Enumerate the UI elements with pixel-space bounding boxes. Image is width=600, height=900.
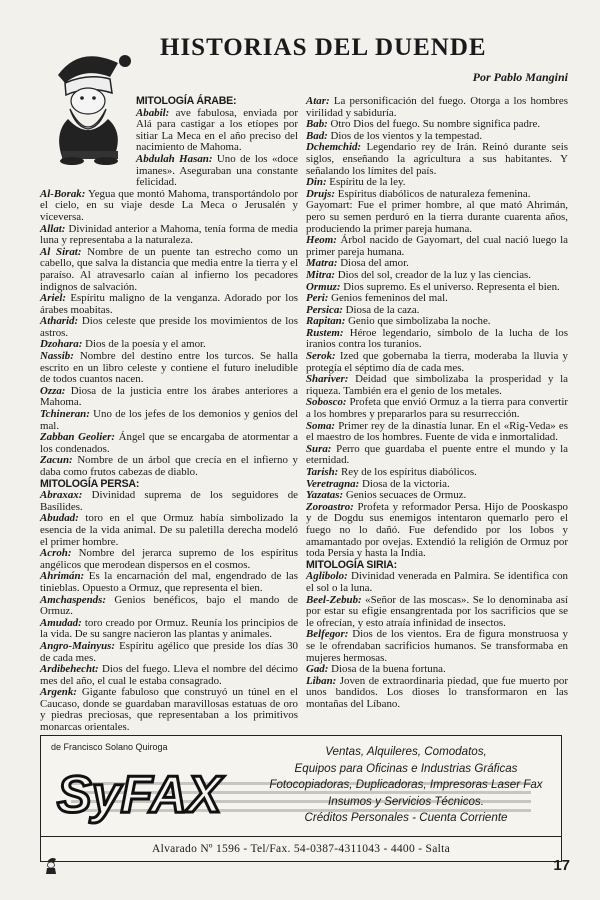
entry-term: Ababil:: [136, 106, 170, 119]
entry-term: Bab:: [306, 118, 328, 131]
entry-term: Persica:: [306, 303, 343, 316]
entry-definition: Dios de la poesía y el amor.: [82, 338, 206, 351]
entry-definition: Divinidad anterior a Mahoma, tenía forma de media luna y representaba a la naturaleza.: [40, 222, 298, 247]
entry-term: Al Sirat:: [40, 245, 82, 258]
entry-term: Abraxax:: [40, 489, 83, 502]
glossary-entry: [306, 397, 568, 420]
glossary-entry: [40, 386, 298, 409]
entry-term: Tarish:: [306, 466, 339, 478]
entry-definition: Primer rey de la dinastía lunar. En el «Rig-Veda» es el maestro de los hombres. Fuente de vida e inmortalidad.: [306, 419, 568, 444]
glossary-entry: [40, 316, 298, 339]
entry-definition: Ángel que se encargaba de atormentar a los condenados.: [40, 431, 299, 455]
glossary-entry: [40, 247, 298, 293]
glossary-entry: [40, 641, 298, 664]
ad-address: Alvarado Nº 1596 - Tel/Fax. 54-0387-4311043 - 4400 - Salta: [151, 843, 451, 855]
entry-term: Argenk:: [40, 686, 77, 699]
glossary-entry: [40, 409, 298, 432]
entry-term: Rustem:: [306, 326, 344, 339]
glossary-entry: [306, 595, 568, 630]
entry-definition: Deidad que simbolizaba la prosperidad y la riqueza. También era el genio de los metales.: [306, 373, 568, 397]
entry-term: Atar:: [306, 95, 330, 107]
entry-definition: Genios benéficos, bajo el mando de Ormuz.: [40, 593, 298, 618]
entry-term: Dchemchid:: [306, 141, 362, 154]
entry-definition: La personificación del fuego. Otorga a los hombres virilidad y sabiduría.: [306, 95, 568, 119]
entry-definition: Espíritus diabólicos de naturaleza femenina.: [335, 187, 531, 200]
entry-term: Acroh:: [40, 547, 72, 560]
glossary-entry: [40, 618, 298, 641]
glossary-entry: [306, 374, 568, 397]
right-column: [306, 96, 568, 710]
entry-definition: Legendario rey de Irán. Reinó durante seis siglos, enseñando la agricultura a sus habitantes. Y señalando los límites del país.: [306, 141, 568, 177]
entry-term: Drujs:: [306, 187, 336, 200]
entry-definition: Joven de extraordinaria piedad, que fue muerto por unos bandidos. Los dioses lo transformaron en las montañas del Líbano.: [306, 674, 568, 710]
entry-term: Zoroastro:: [306, 500, 354, 513]
entry-term: Angro-Mainyus:: [40, 639, 116, 652]
entry-definition: Genios secuaces de Ormuz.: [343, 489, 467, 502]
glossary-entry: [40, 189, 298, 224]
entry-definition: Genio que simbolizaba la noche.: [345, 315, 491, 328]
entry-definition: Dios supremo. Es el universo. Representa el bien.: [340, 280, 560, 293]
ad-service-line: Equipos para Oficinas e Industrias Gráficas: [294, 761, 518, 775]
ad-divider: [41, 836, 561, 837]
glossary-entry: [306, 235, 568, 258]
glossary-entry: [40, 224, 298, 247]
glossary-entry: [40, 513, 298, 548]
glossary-entry: [40, 548, 298, 571]
entry-definition: Genios femeninos del mal.: [328, 292, 448, 305]
entry-definition: Perro que guardaba el puente entre el mundo y la eternidad.: [306, 442, 568, 467]
entry-definition: Diosa de la victoria.: [359, 477, 450, 490]
glossary-entry: [40, 432, 298, 455]
entry-definition: Dios del fuego. Lleva el nombre del décimo mes del año, el cual le estaba consagrado.: [40, 663, 298, 687]
entry-term: Matra:: [306, 257, 338, 270]
entry-definition: Uno de los jefes de los demonios y genios del mal.: [40, 408, 298, 432]
entry-definition: Gigante fabuloso que construyó un túnel en el Caucaso, donde se guardaban maravillosas estatuas de oro y piedras preciosas, que representaban a los primitivos monarcas orientales.: [40, 686, 298, 734]
entry-definition: ave fabulosa, enviada por Alá para castigar a los etíopes por sitiar La Meca en el año preciso del nacimiento de Mahoma.: [136, 106, 298, 154]
entry-term: Din:: [306, 176, 327, 189]
entry-definition: Otro Dios del fuego. Su nombre significa padre.: [327, 118, 541, 131]
entry-definition: Profeta que envió Ormuz a la tierra para convertir a los hombres y prepararlos para su resurrección.: [306, 396, 568, 421]
entry-term: Liban:: [306, 674, 337, 687]
entry-term: Belfegor:: [306, 628, 349, 641]
entry-term: Amchaspends:: [40, 593, 106, 606]
entry-definition: Rey de los espíritus diabólicos.: [338, 466, 477, 478]
left-column: [40, 96, 298, 734]
glossary-entry: [40, 490, 298, 513]
entry-definition: Dios de los vientos. Era de figura monstruosa y se le ofrendaban sacrificios humanos. Se transformaba en mujeres hermosas.: [306, 628, 568, 664]
entry-term: Abudad:: [40, 512, 79, 525]
entry-term: Dzohara:: [40, 338, 83, 351]
entry-term: Bad:: [306, 129, 328, 142]
glossary-entry: [136, 154, 298, 189]
glossary-entry: [306, 142, 568, 177]
entry-term: Mitra:: [306, 268, 336, 281]
entry-definition: toro en el que Ormuz había simbolizado la esencia de la vida animal. De su paletilla derecha modeló el primer hombre.: [40, 512, 298, 548]
entry-term: Beel-Zebub:: [306, 593, 362, 606]
glossary-entry: [306, 328, 568, 351]
entry-definition: Diosa del amor.: [337, 257, 409, 270]
svg-text:SyFAX: SyFAX: [57, 766, 222, 824]
glossary-entry: [306, 96, 568, 119]
glossary-entry: [136, 108, 298, 154]
entry-definition: Divinidad venerada en Palmira. Se identifica con el sol o la luna.: [306, 570, 568, 594]
glossary-entry: [306, 351, 568, 374]
entry-term: Atharid:: [40, 315, 79, 328]
entry-term: Ariel:: [40, 292, 67, 305]
section-heading: MITOLOGÍA PERSA:: [40, 477, 140, 490]
entry-definition: Diosa de la justicia entre los árabes anteriores a Mahoma.: [40, 384, 298, 409]
entry-definition: Nombre de un puente tan estrecho como un cabello, que salva la distancia que media entre la tierra y el paraíso. Al atravesarlo caían al infierno los pecadores indignos de salvación.: [40, 245, 299, 293]
entry-term: Peri:: [306, 292, 329, 305]
entry-term: Zabban Geolier:: [40, 431, 116, 444]
entry-definition: «Señor de las moscas». Se lo denominaba así por estar su efigie ensangrentada por los sacrificios que se le ofrecían, y esto atraía infinidad de insectos.: [306, 593, 568, 629]
entry-definition: Nombre del destino entre los turcos. Se halla escrito en un libro celeste y contiene el futuro ineludible de todos cuantos nacen.: [40, 350, 298, 386]
entry-term: Sura:: [306, 442, 332, 455]
ad-services: [256, 744, 556, 827]
entry-term: Shariver:: [306, 373, 349, 386]
glossary-entry: [40, 595, 298, 618]
entry-definition: Nombre del jerarca supremo de los espíritus angélicos que merodean dispersos en el cosmos.: [40, 547, 298, 571]
entry-term: Sobosco:: [306, 396, 347, 409]
ad-owner: de Francisco Solano Quiroga: [51, 742, 168, 752]
glossary-entry: [306, 421, 568, 444]
glossary-entry: [40, 351, 298, 386]
glossary-entry: [306, 444, 568, 467]
glossary-entry: [306, 200, 568, 235]
entry-term: Serok:: [306, 350, 336, 363]
entry-definition: Divinidad suprema de los seguidores de Basílides.: [40, 489, 298, 513]
entry-definition: Árbol nacido de Gayomart, del cual nació luego la primer pareja humana.: [306, 234, 568, 258]
glossary-entry: [40, 687, 298, 733]
section-heading: MITOLOGÍA ÁRABE:: [136, 95, 237, 107]
entry-term: Gad:: [306, 663, 329, 676]
entry-definition: Yegua que montó Mahoma, transportándolo por el cielo, en su viaje desde La Meca o Jerusalén y viceversa.: [40, 187, 298, 223]
entry-term: Amudad:: [40, 616, 82, 629]
entry-definition: Héroe legendario, símbolo de la lucha de los iranios contra los turanios.: [306, 326, 568, 351]
entry-definition: Dios celeste que preside los movimientos de los astros.: [40, 315, 298, 339]
entry-term: Veretragna:: [306, 477, 360, 490]
entry-term: Ardibehecht:: [40, 663, 99, 676]
entry-definition: Es la encarnación del mal, engendrado de las tinieblas. Opuesto a Ormuz, que representa el bien.: [40, 570, 298, 594]
entry-term: Heom:: [306, 234, 337, 247]
glossary-entry: [40, 664, 298, 687]
syfax-logo: [51, 756, 251, 826]
section-heading: MITOLOGÍA SIRIA:: [306, 558, 397, 571]
syfax-advertisement: [40, 735, 562, 862]
glossary-entry: [40, 571, 298, 594]
entry-term: Yazatas:: [306, 489, 344, 502]
entry-term: Tchineran:: [40, 408, 90, 421]
glossary-entry: [306, 676, 568, 711]
entry-definition: Dios de los vientos y la tempestad.: [327, 129, 483, 142]
entry-term: Ahrimán:: [40, 570, 85, 583]
ad-service-line: Insumos y Servicios Técnicos.: [328, 794, 484, 808]
entry-definition: Espíritu agélico que preside los días 30 de cada mes.: [40, 639, 298, 664]
glossary-entry: [306, 629, 568, 664]
entry-definition: Uno de los «doce imanes». Aseguraban una constante felicidad.: [136, 152, 298, 189]
ad-service-line: Créditos Personales - Cuenta Corriente: [304, 811, 508, 824]
entry-definition: Ized que gobernaba la tierra, moderaba la lluvia y protegía el séptimo día de cada mes.: [306, 350, 568, 374]
entry-term: Ormuz:: [306, 280, 341, 293]
entry-term: Soma:: [306, 419, 336, 432]
entry-definition: Nombre de un árbol que crecía en el infierno y daba como frutos cabezas de diablo.: [40, 454, 298, 478]
page-number: 17: [553, 857, 570, 874]
entry-term: Nassib:: [40, 350, 74, 363]
entry-term: Ozza:: [40, 384, 66, 397]
ad-service-line: Fotocopiadoras, Duplicadoras, Impresoras Laser Fax: [269, 778, 543, 791]
author-byline: Por Pablo Mangini: [472, 70, 568, 84]
glossary-entry: [40, 293, 298, 316]
entry-definition: Diosa de la caza.: [342, 303, 420, 316]
entry-definition: Diosa de la buena fortuna.: [328, 663, 446, 676]
mini-gnome-icon: [44, 856, 58, 874]
ad-service-line: Ventas, Alquileres, Comodatos,: [325, 745, 487, 758]
glossary-entry: [306, 502, 568, 560]
glossary-entry: [40, 455, 298, 478]
entry-term: Allat:: [40, 222, 66, 235]
entry-definition: Dios del sol, creador de la luz y las ciencias.: [335, 268, 532, 281]
entry-definition: Profeta y reformador Persa. Hijo de Pooskaspo y de Dogdu sus enemigos intentaron quemarlo pero el fuego no lo dañó. Fue defendido por los lobos y amamantado por ovejas. Extendió la religión de Ormuz por toda Persia y hasta la India.: [306, 500, 568, 560]
entry-term: Aglibolo:: [306, 570, 348, 583]
entry-definition: toro creado por Ormuz. Reunía los principios de la vida. De su sangre nacieron las plantas y animales.: [40, 616, 298, 641]
entry-term: Abdulah Hasan:: [136, 152, 213, 165]
entry-term: Al-Borak:: [40, 187, 86, 200]
entry-term: Zacun:: [40, 454, 73, 467]
entry-term: Rapitan:: [306, 315, 346, 328]
page-title: HISTORIAS DEL DUENDE: [160, 34, 487, 61]
entry-definition: Espíritu maligno de la venganza. Adorado por los árabes moabitas.: [40, 292, 298, 316]
glossary-entry: [306, 571, 568, 594]
entry-definition: Espíritu de la ley.: [326, 176, 406, 189]
entry-definition: Gayomart: Fue el primer hombre, al que mató Ahrimán, pero su semen perduró en la tierra durante cuarenta años, produciendo la primer pareja humana.: [306, 199, 568, 235]
